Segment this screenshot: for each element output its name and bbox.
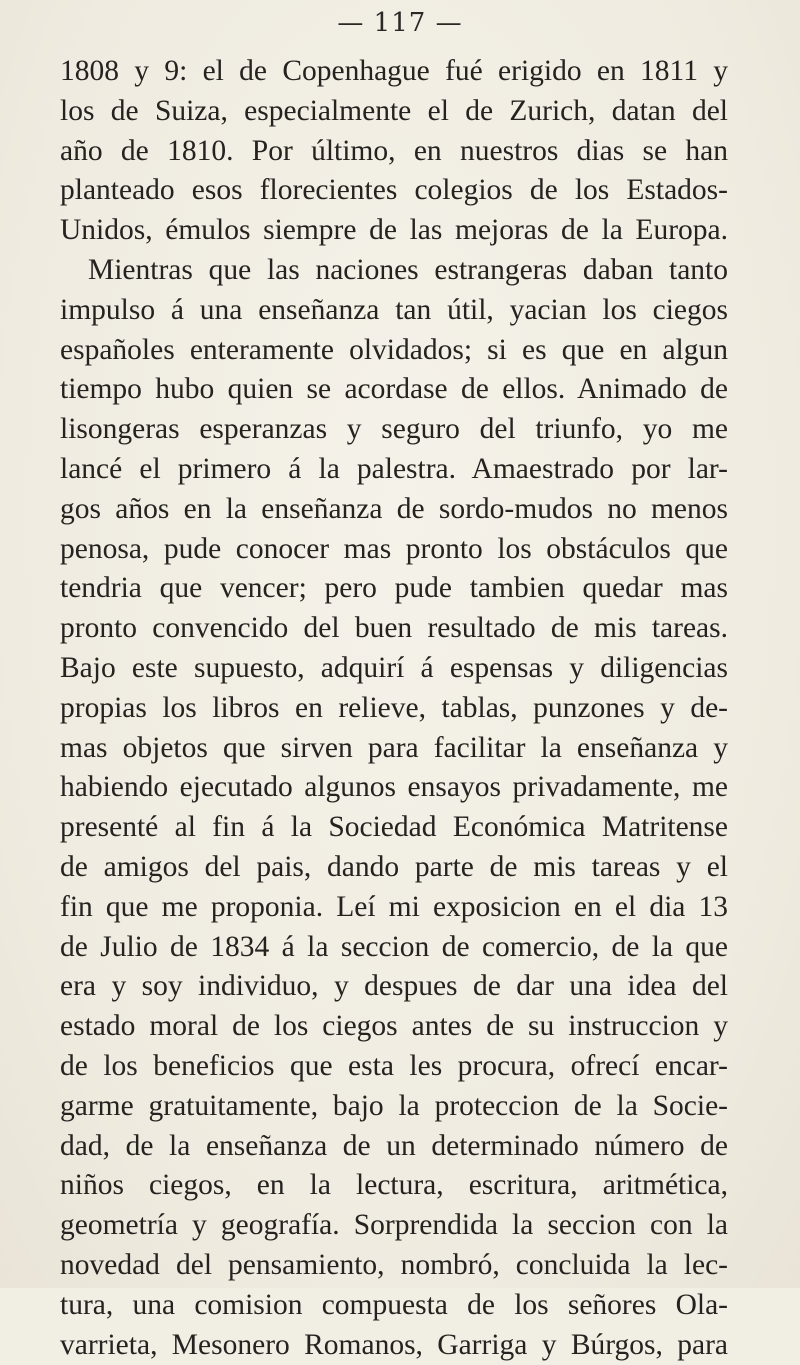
text-line: era y soy individuo, y despues de dar una idea del <box>60 967 728 1007</box>
text-line: varrieta, Mesonero Romanos, Garriga y Búrgos, para <box>60 1326 728 1365</box>
text-line: geometría y geografía. Sorprendida la seccion con la <box>60 1206 728 1246</box>
text-line: mas objetos que sirven para facilitar la enseñanza y <box>60 729 728 769</box>
body-text <box>60 52 728 1365</box>
text-line: fin que me proponia. Leí mi exposicion en el dia 13 <box>60 888 728 928</box>
text-line: lancé el primero á la palestra. Amaestrado por lar- <box>60 450 728 490</box>
text-line: presenté al fin á la Sociedad Económica Matritense <box>60 808 728 848</box>
text-line: de Julio de 1834 á la seccion de comercio, de la que <box>60 928 728 968</box>
text-line: propias los libros en relieve, tablas, punzones y de- <box>60 689 728 729</box>
text-line: Bajo este supuesto, adquirí á espensas y diligencias <box>60 649 728 689</box>
text-line: estado moral de los ciegos antes de su instruccion y <box>60 1007 728 1047</box>
text-line: tiempo hubo quien se acordase de ellos. Animado de <box>60 370 728 410</box>
text-line: planteado esos florecientes colegios de los Estados- <box>60 171 728 211</box>
text-line: de los beneficios que esta les procura, ofrecí encar- <box>60 1047 728 1087</box>
text-line: habiendo ejecutado algunos ensayos privadamente, me <box>60 768 728 808</box>
text-line: lisongeras esperanzas y seguro del triunfo, yo me <box>60 410 728 450</box>
page-number: — 117 — <box>0 8 800 38</box>
text-line: los de Suiza, especialmente el de Zurich, datan del <box>60 92 728 132</box>
text-line: garme gratuitamente, bajo la proteccion de la Socie- <box>60 1087 728 1127</box>
text-line: españoles enteramente olvidados; si es que en algun <box>60 331 728 371</box>
text-line: penosa, pude conocer mas pronto los obstáculos que <box>60 530 728 570</box>
text-line: impulso á una enseñanza tan útil, yacian los ciegos <box>60 291 728 331</box>
text-line: año de 1810. Por último, en nuestros dias se han <box>60 132 728 172</box>
text-line: tura, una comision compuesta de los señores Ola- <box>60 1286 728 1326</box>
text-line: novedad del pensamiento, nombró, concluida la lec- <box>60 1246 728 1286</box>
text-line: dad, de la enseñanza de un determinado número de <box>60 1127 728 1167</box>
text-line: tendria que vencer; pero pude tambien quedar mas <box>60 569 728 609</box>
text-line: niños ciegos, en la lectura, escritura, aritmética, <box>60 1166 728 1206</box>
text-line: de amigos del pais, dando parte de mis tareas y el <box>60 848 728 888</box>
text-line: pronto convencido del buen resultado de mis tareas. <box>60 609 728 649</box>
text-line: Unidos, émulos siempre de las mejoras de la Europa. <box>60 211 728 251</box>
text-line: Mientras que las naciones estrangeras daban tanto <box>60 251 728 291</box>
text-line: 1808 y 9: el de Copenhague fué erigido en 1811 y <box>60 52 728 92</box>
text-line: gos años en la enseñanza de sordo-mudos no menos <box>60 490 728 530</box>
